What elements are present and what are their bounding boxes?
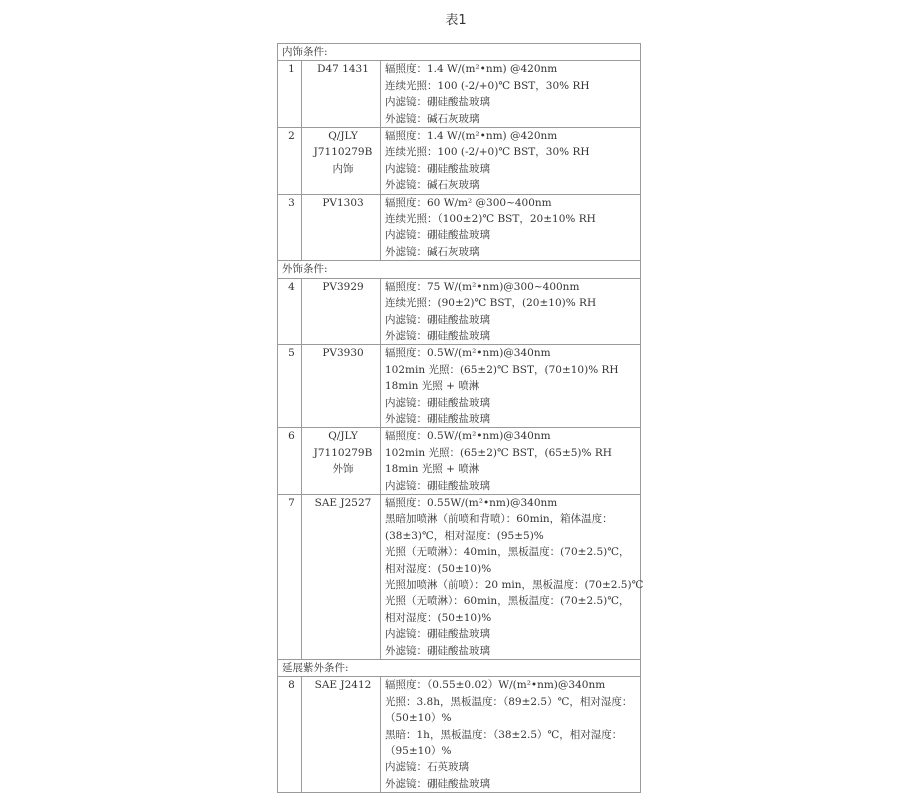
condition-line: 外滤镜：碱石灰玻璃 — [385, 245, 480, 258]
condition-line: 辐照度：75 W/(m²•nm)@300~400nm — [385, 280, 580, 293]
table-row — [278, 345, 641, 428]
section-header-row — [278, 660, 641, 677]
condition-line: 内滤镜：石英玻璃 — [385, 761, 469, 774]
condition-line: 18min 光照 + 喷淋 — [385, 380, 480, 393]
table-row — [278, 278, 641, 345]
standard-cell — [302, 494, 381, 659]
standard-name-line: SAE J2527 — [314, 496, 372, 509]
standard-cell — [302, 194, 381, 261]
standard-name-line: Q/JLY — [328, 130, 358, 143]
condition-line: 黑暗：1h，黑板温度：（38±2.5）℃，相对湿度： — [385, 728, 623, 741]
standard-cell — [302, 345, 381, 428]
standard-name-line: PV3930 — [322, 347, 364, 360]
table-body — [278, 44, 644, 793]
condition-line: 连续光照：（100±2)℃ BST，20±10% RH — [385, 213, 596, 226]
standard-name-line: D47 1431 — [317, 63, 369, 76]
standard-cell — [302, 428, 381, 495]
condition-line: 内滤镜：硼硅酸盐玻璃 — [385, 628, 490, 641]
section-label: 外饰条件: — [278, 261, 641, 278]
table-row — [278, 494, 641, 659]
conditions-cell — [381, 345, 641, 428]
condition-line: 外滤镜：硼硅酸盐玻璃 — [385, 777, 490, 790]
condition-line: (38±3)℃，相对湿度：(95±5)% — [385, 529, 544, 542]
row-number: 7 — [278, 494, 302, 659]
standard-name-line: Q/JLY — [328, 430, 358, 443]
condition-line: （95±10）% — [385, 745, 452, 758]
table-row — [278, 677, 641, 793]
condition-line: 辐照度：0.5W/(m²•nm)@340nm — [385, 347, 551, 360]
condition-line: 连续光照：(90±2)℃ BST，(20±10)% RH — [385, 297, 597, 310]
row-number: 5 — [278, 345, 302, 428]
condition-line: （50±10）% — [385, 712, 452, 725]
condition-line: 光照（无喷淋）：40min，黑板温度：(70±2.5)℃， — [385, 546, 630, 559]
condition-line: 辐照度：1.4 W/(m²•nm) @420nm — [385, 63, 558, 76]
standard-name-line: 内饰 — [332, 162, 354, 175]
condition-line: 外滤镜：硼硅酸盐玻璃 — [385, 644, 490, 657]
standard-name-line: 外饰 — [332, 463, 354, 476]
standard-cell — [302, 677, 381, 793]
condition-line: 辐照度：60 W/m² @300~400nm — [385, 196, 552, 209]
conditions-cell — [381, 128, 641, 195]
condition-line: 光照：3.8h，黑板温度：（89±2.5）℃，相对湿度： — [385, 695, 633, 708]
condition-line: 外滤镜：硼硅酸盐玻璃 — [385, 412, 490, 425]
condition-line: 内滤镜：硼硅酸盐玻璃 — [385, 162, 490, 175]
table-row — [278, 428, 641, 495]
conditions-cell — [381, 428, 641, 495]
row-number: 1 — [278, 61, 302, 128]
standard-name-line: J7110279B — [313, 146, 373, 159]
condition-line: 相对湿度：(50±10)% — [385, 562, 492, 575]
condition-line: 外滤镜：碱石灰玻璃 — [385, 179, 480, 192]
condition-line: 辐照度：1.4 W/(m²•nm) @420nm — [385, 130, 558, 143]
condition-line: 外滤镜：碱石灰玻璃 — [385, 112, 480, 125]
conditions-cell — [381, 61, 641, 128]
condition-line: 内滤镜：硼硅酸盐玻璃 — [385, 479, 490, 492]
condition-line: 内滤镜：硼硅酸盐玻璃 — [385, 229, 490, 242]
standard-name-line: SAE J2412 — [314, 679, 372, 692]
section-header-row — [278, 44, 641, 61]
condition-line: 连续光照：100 (-2/+0)℃ BST，30% RH — [385, 79, 590, 92]
condition-line: 外滤镜：硼硅酸盐玻璃 — [385, 329, 490, 342]
section-label: 延展紫外条件: — [278, 660, 641, 677]
conditions-cell — [381, 677, 641, 793]
section-header-row — [278, 261, 641, 278]
standard-cell — [302, 278, 381, 345]
condition-line: 102min 光照：(65±2)℃ BST，(70±10)% RH — [385, 363, 619, 376]
table-row — [278, 61, 641, 128]
standard-name-line: J7110279B — [313, 446, 373, 459]
condition-line: 辐照度：（0.55±0.02）W/(m²•nm)@340nm — [385, 679, 606, 692]
condition-line: 光照（无喷淋）：60min，黑板温度：(70±2.5)℃， — [385, 595, 630, 608]
row-number: 4 — [278, 278, 302, 345]
condition-line: 18min 光照 + 喷淋 — [385, 463, 480, 476]
row-number: 8 — [278, 677, 302, 793]
condition-line: 内滤镜：硼硅酸盐玻璃 — [385, 313, 490, 326]
condition-line: 辐照度：0.5W/(m²•nm)@340nm — [385, 430, 551, 443]
conditions-cell — [381, 278, 641, 345]
standard-cell — [302, 61, 381, 128]
condition-line: 连续光照：100 (-2/+0)℃ BST，30% RH — [385, 146, 590, 159]
condition-line: 内滤镜：硼硅酸盐玻璃 — [385, 396, 490, 409]
table-caption: 表1 — [445, 13, 467, 28]
standard-name-line: PV1303 — [322, 196, 364, 209]
condition-line: 相对湿度：(50±10)% — [385, 611, 492, 624]
conditions-cell — [381, 494, 644, 659]
condition-line: 黑暗加喷淋（前喷和背喷）：60min，箱体温度： — [385, 513, 613, 526]
condition-line: 102min 光照：(65±2)℃ BST，(65±5)% RH — [385, 446, 612, 459]
standard-name-line: PV3929 — [322, 280, 364, 293]
section-label: 内饰条件: — [278, 44, 641, 61]
row-number: 3 — [278, 194, 302, 261]
test-conditions-table — [277, 43, 644, 793]
row-number: 2 — [278, 128, 302, 195]
table-row — [278, 128, 641, 195]
standard-cell — [302, 128, 381, 195]
conditions-cell — [381, 194, 641, 261]
condition-line: 辐照度：0.55W/(m²•nm)@340nm — [385, 496, 558, 509]
row-number: 6 — [278, 428, 302, 495]
condition-line: 内滤镜：硼硅酸盐玻璃 — [385, 96, 490, 109]
table-row — [278, 194, 641, 261]
condition-line: 光照加喷淋（前喷）：20 min，黑板温度：(70±2.5)℃ — [385, 579, 644, 591]
